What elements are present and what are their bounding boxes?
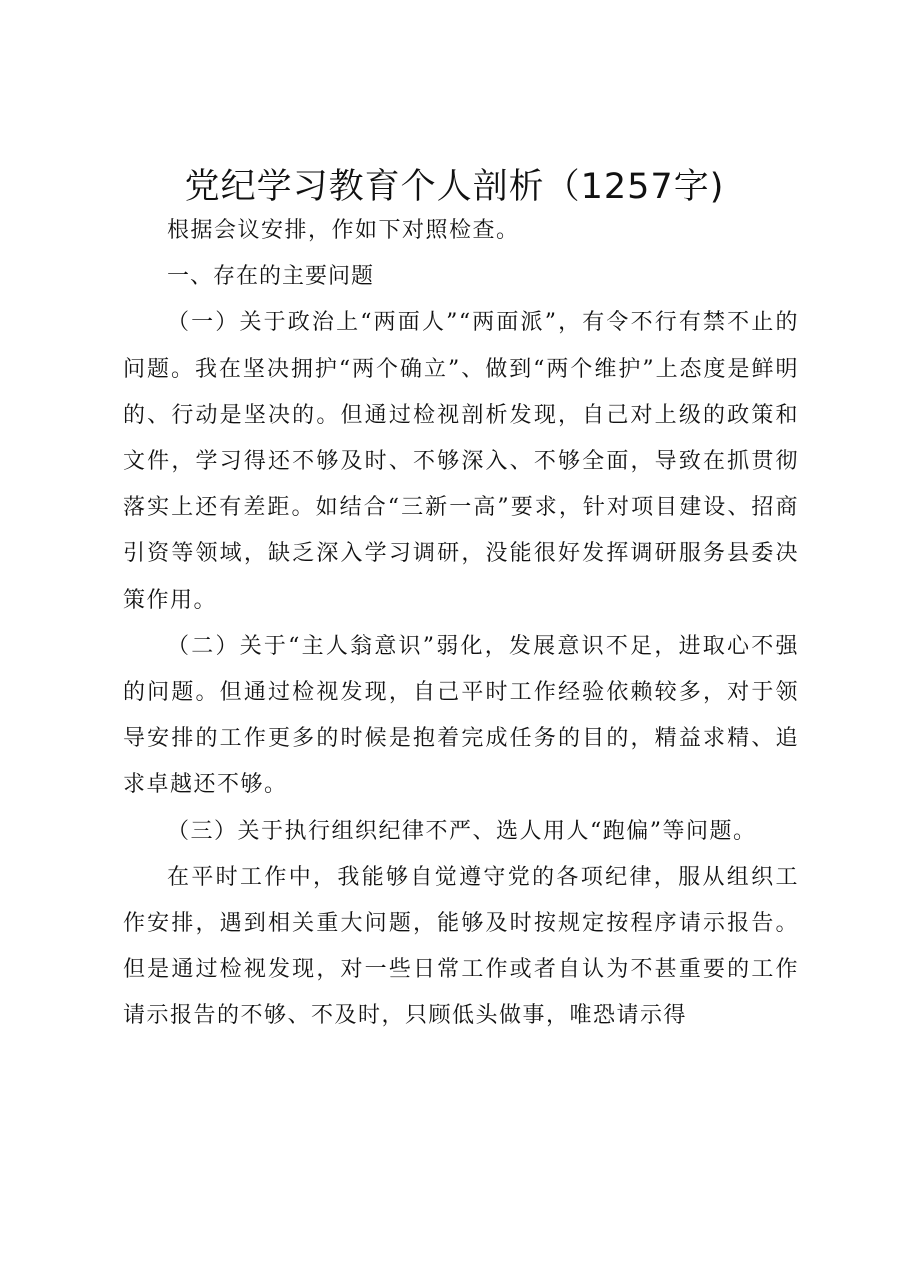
paragraph-item-3-detail: 在平时工作中，我能够自觉遵守党的各项纪律，服从组织工作安排，遇到相关重大问题，能够及时按规定按程序请示报告。但是通过检视发现，对一些日常工作或者自认为不甚重要的工作请示报告的不够、不及时，只顾低头做事，唯恐请示得 (123, 864, 799, 1029)
paragraph-item-3: （三）关于执行组织纪律不严、选人用人“跑偏”等问题。 (167, 818, 757, 844)
document-body (123, 208, 799, 1040)
document-title: 党纪学习教育个人剖析（1257字) (184, 167, 725, 207)
paragraph-intro: 根据会议安排，作如下对照检查。 (167, 218, 520, 243)
paragraph-item-2: （二）关于“主人翁意识”弱化，发展意识不足，进取心不强的问题。但通过检视发现，自己平时工作经验依赖较多，对于领导安排的工作更多的时候是抱着完成任务的目的，精益求精、追求卓越还不够。 (123, 633, 799, 798)
paragraph-item-1: （一）关于政治上“两面人”“两面派”，有令不行有禁不止的问题。我在坚决拥护“两个确立”、做到“两个维护”上态度是鲜明的、行动是坚决的。但通过检视剖析发现，自己对上级的政策和文件，学习得还不够及时、不够深入、不够全面，导致在抓贯彻落实上还有差距。如结合“三新一高”要求，针对项目建设、招商引资等领域，缺乏深入学习调研，没能很好发挥调研服务县委决策作用。 (123, 310, 799, 613)
section-heading-problems: 一、存在的主要问题 (167, 264, 375, 290)
